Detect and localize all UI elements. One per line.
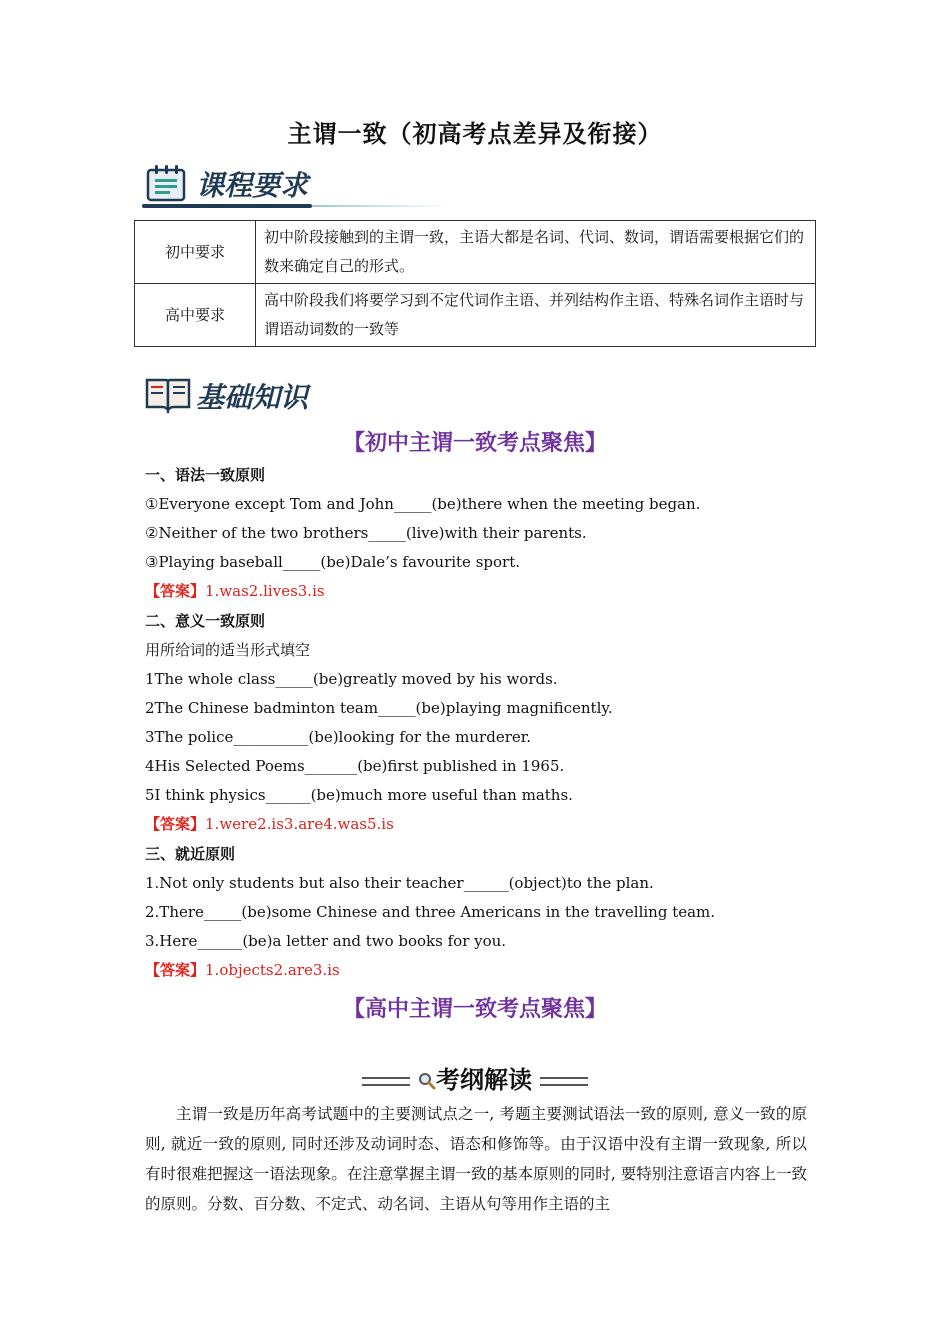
junior-focus-title: 【初中主谓一致考点聚焦】: [342, 431, 607, 456]
double-rule-right: [540, 1077, 588, 1086]
outline-paragraph: 主谓一致是历年高考试题中的主要测试点之一, 考题主要测试语法一致的原则, 意义一致的原则, 就近一致的原则, 同时还涉及动词时态、语态和修饰等。由于汉语中没有主谓一致现象, 所以有时很难把握这一语法现象。在注意掌握主谓一致的基本原则的同时, 要特别注意语言内容上一致的原则。分数、百分数、不定式、动名词、主语从句等用作主语的主: [145, 1105, 807, 1213]
section-title-requirements: 课程要求: [196, 169, 309, 202]
answer-line: [145, 814, 394, 834]
table-row: [135, 221, 816, 284]
section-title-basics: 基础知识: [196, 381, 309, 414]
answer-line: [145, 960, 340, 980]
section-header-basics: [142, 372, 462, 422]
part2-heading: 二、意义一致原则: [145, 612, 266, 630]
answer-text: 1.were2.is3.are4.was5.is: [205, 815, 394, 833]
exercise-item: ③Playing baseball_____(be)Dale’s favourite sport.: [145, 553, 520, 571]
exercise-item: 4His Selected Poems_______(be)first published in 1965.: [145, 757, 565, 775]
exercise-item: 3.Here______(be)a letter and two books for you.: [145, 932, 507, 950]
exercise-item: 1The whole class_____(be)greatly moved by his words.: [145, 670, 558, 688]
table-cell-content: 初中阶段接触到的主谓一致，主语大都是名词、代词、数词，谓语需要根据它们的数来确定自己的形式。: [256, 221, 816, 284]
exercise-item: 2.There_____(be)some Chinese and three Americans in the travelling team.: [145, 903, 716, 921]
exercise-item: 3The police__________(be)looking for the murderer.: [145, 728, 532, 746]
section-underline: [142, 204, 312, 208]
exercise-item: 5I think physics______(be)much more useful than maths.: [145, 786, 573, 804]
table-cell-level: 初中要求: [135, 221, 256, 284]
exercise-item: ①Everyone except Tom and John_____(be)there when the meeting began.: [145, 495, 701, 513]
outline-title: 考纲解读: [436, 1066, 532, 1094]
magnifier-icon: [418, 1072, 436, 1090]
exercise-item: 2The Chinese badminton team_____(be)playing magnificently.: [145, 699, 613, 717]
exercise-instruction: 用所给词的适当形式填空: [145, 641, 311, 659]
answer-text: 1.objects2.are3.is: [205, 961, 340, 979]
answer-text: 1.was2.lives3.is: [205, 582, 325, 600]
part1-heading: 一、语法一致原则: [145, 466, 266, 484]
requirements-table: [134, 220, 816, 347]
part3-heading: 三、就近原则: [145, 845, 236, 863]
page-title: 主谓一致（初高考点差异及衔接）: [287, 120, 663, 148]
table-cell-level: 高中要求: [135, 284, 256, 347]
table-cell-content: 高中阶段我们将要学习到不定代词作主语、并列结构作主语、特殊名词作主语时与谓语动词数的一致等: [256, 284, 816, 347]
section-underline-fade: [312, 205, 452, 207]
exercise-item: 1.Not only students but also their teacher______(object)to the plan.: [145, 874, 654, 892]
answer-tag: 【答案】: [145, 582, 206, 600]
table-row: [135, 284, 816, 347]
answer-line: [145, 581, 325, 601]
outline-heading: [0, 1060, 950, 1095]
exercise-item: ②Neither of the two brothers_____(live)with their parents.: [145, 524, 587, 542]
double-rule-left: [362, 1077, 410, 1086]
section-header-requirements: [142, 160, 462, 210]
notepad-icon: [146, 164, 188, 202]
answer-tag: 【答案】: [145, 815, 206, 833]
book-icon: [144, 374, 192, 414]
answer-tag: 【答案】: [145, 961, 206, 979]
senior-focus-title: 【高中主谓一致考点聚焦】: [342, 997, 607, 1022]
